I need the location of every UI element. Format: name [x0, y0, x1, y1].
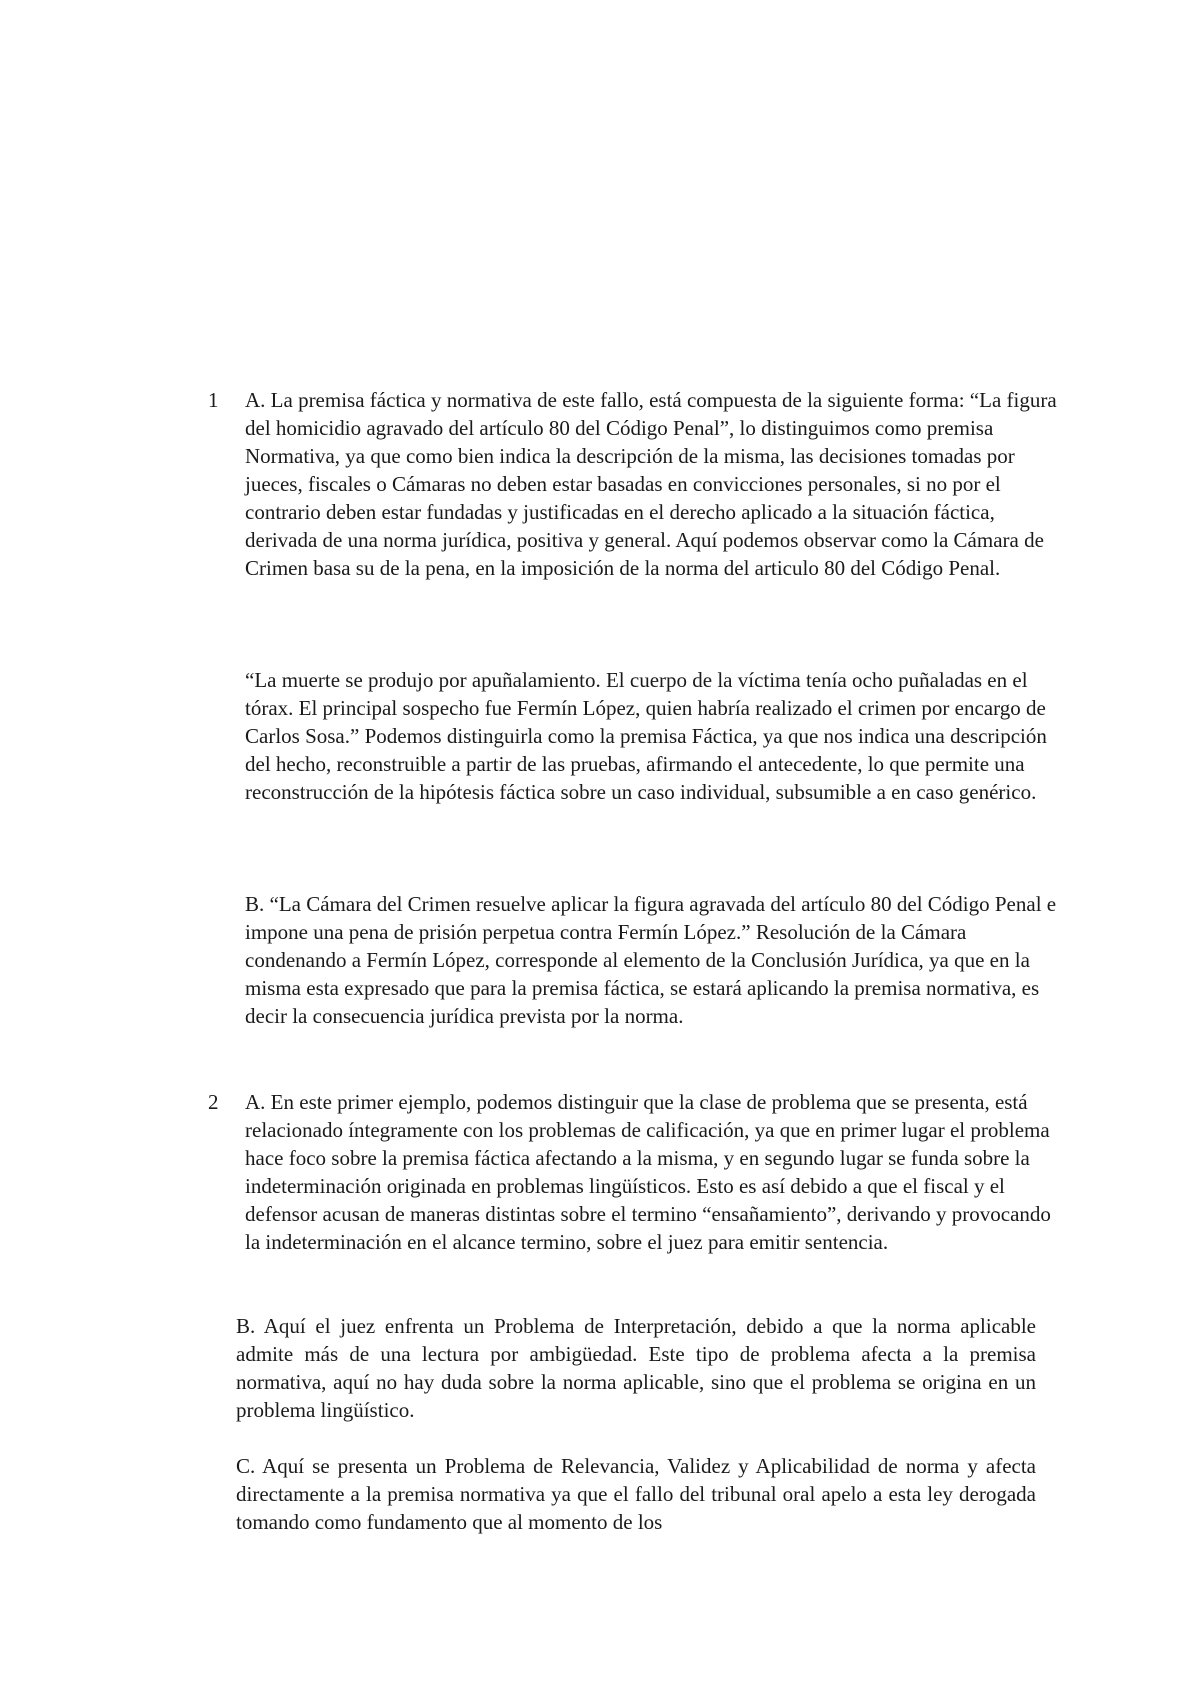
paragraph-1-factual: “La muerte se produjo por apuñalamiento. El cuerpo de la víctima tenía ocho puñaladas en el tórax. El principal sospecho fue Fermín López, quien habría realizado el crimen por encargo de Carlos Sosa.” Podemos distinguirla como la premisa Fáctica, ya que nos indica una descripción del hecho, reconstruible a partir de las pruebas, afirmando el antecedente, lo que permite una reconstrucción de la hipótesis fáctica sobre un caso individual, subsumible a en caso genérico. — [245, 668, 1047, 804]
paragraph-1b: B. “La Cámara del Crimen resuelve aplicar la figura agravada del artículo 80 del Código Penal e impone una pena de prisión perpetua contra Fermín López.” Resolución de la Cámara condenando a Fermín López, corresponde al elemento de la Conclusión Jurídica, ya que en la misma esta expresado que para la premisa fáctica, se estará aplicando la premisa normativa, es decir la consecuencia jurídica prevista por la norma. — [245, 892, 1057, 1028]
section-number: 1 — [208, 388, 219, 412]
paragraph-2b: B. Aquí el juez enfrenta un Problema de Interpretación, debido a que la norma aplicable admite más de una lectura por ambigüedad. Este tipo de problema afecta a la premisa normativa, aquí no hay duda sobre la norma aplicable, sino que el problema se origina en un problema lingüístico. — [236, 1314, 1036, 1422]
paragraph-2a: A. En este primer ejemplo, podemos distinguir que la clase de problema que se presenta, está relacionado íntegramente con los problemas de calificación, ya que en primer lugar el problema hace foco sobre la premisa fáctica afectando a la misma, y en segundo lugar se funda sobre la indeterminación originada en problemas lingüísticos. Esto es así debido a que el fiscal y el defensor acusan de maneras distintas sobre el termino “ensañamiento”, derivando y provocando la indeterminación en el alcance termino, sobre el juez para emitir sentencia. — [245, 1090, 1051, 1254]
paragraph-2c: C. Aquí se presenta un Problema de Relevancia, Validez y Aplicabilidad de norma y afecta directamente a la premisa normativa ya que el fallo del tribunal oral apelo a esta ley derogada tomando como fundamento que al momento de los — [236, 1454, 1036, 1534]
paragraph-1a: A. La premisa fáctica y normativa de este fallo, está compuesta de la siguiente forma: “La figura del homicidio agravado del artículo 80 del Código Penal”, lo distinguimos como premisa Normativa, ya que como bien indica la descripción de la misma, las decisiones tomadas por jueces, fiscales o Cámaras no deben estar basadas en convicciones personales, si no por el contrario deben estar fundadas y justificadas en el derecho aplicado a la situación fáctica, derivada de una norma jurídica, positiva y general. Aquí podemos observar como la Cámara de Crimen basa su de la pena, en la imposición de la norma del articulo 80 del Código Penal. — [245, 388, 1057, 580]
section-number: 2 — [208, 1090, 219, 1114]
